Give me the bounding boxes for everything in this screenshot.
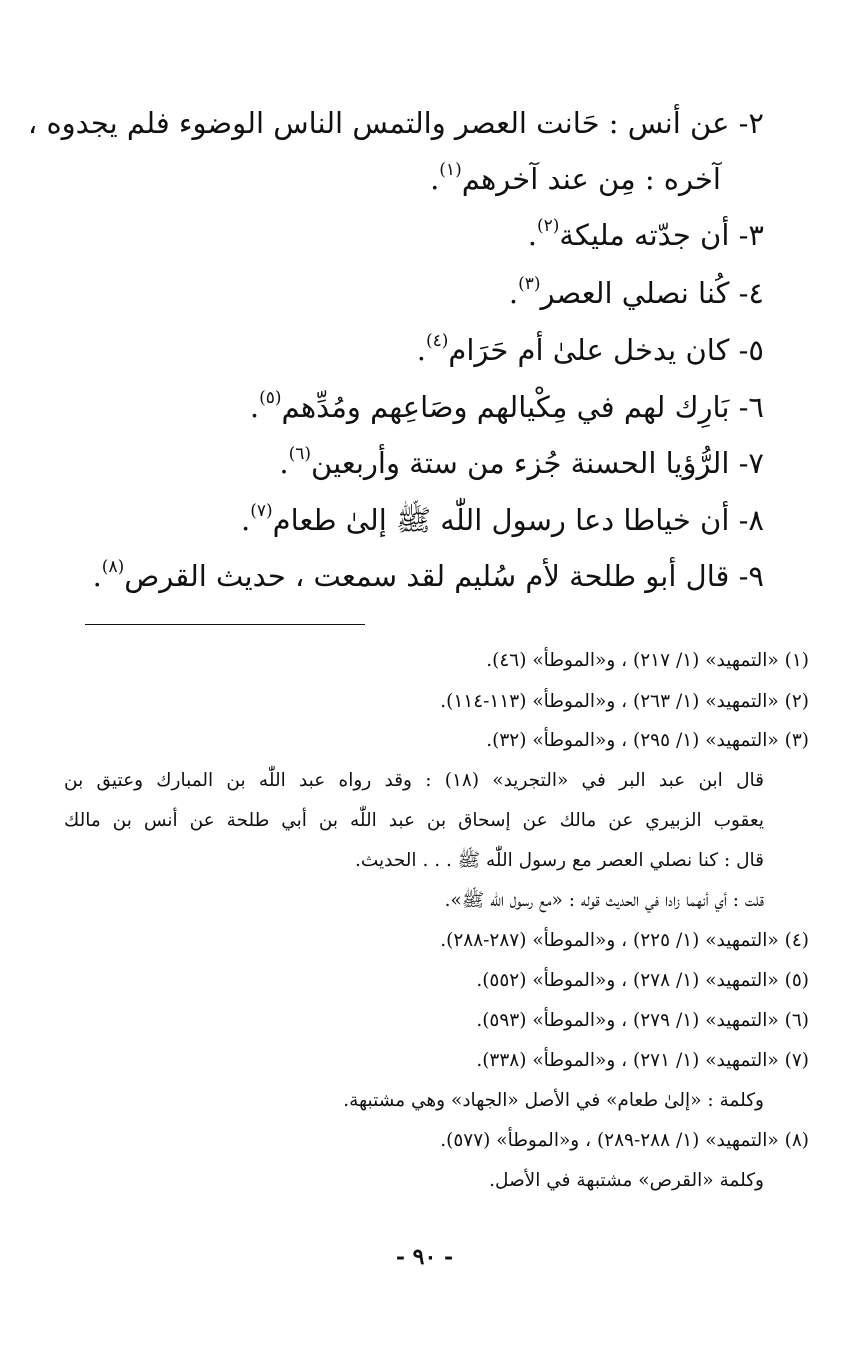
hadith-end: . <box>508 276 519 310</box>
footnote-marker[interactable]: (٤) <box>425 331 449 351</box>
footnote-line: وكلمة «القرص» مشتبهة في الأصل. <box>489 1170 764 1191</box>
hadith-line <box>241 500 764 540</box>
footnote-separator <box>85 624 365 625</box>
footnote-line: (٨) «التمهيد» (١/ ٢٨٨-٢٨٩) ، و«الموطأ» (٥٧٧). <box>440 1130 809 1151</box>
footnote-line: وكلمة : «إلىٰ طعام» في الأصل «الجهاد» وهي مشتبهة. <box>343 1090 764 1111</box>
hadith-text: ٨- أن خياطا دعا رسول اللّٰه ﷺ إلىٰ طعام <box>272 503 764 537</box>
hadith-end: . <box>279 446 289 480</box>
footnote-line: (٣) «التمهيد» (١/ ٢٩٥) ، و«الموطأ» (٣٢). <box>486 730 809 751</box>
hadith-end: . <box>416 333 426 367</box>
hadith-end: . <box>241 503 251 537</box>
footnote-marker[interactable]: (٧) <box>250 501 273 521</box>
hadith-text: ٧- الرُّؤيا الحسنة جُزء من ستة وأربعين <box>311 446 764 480</box>
hadith-text: ٩- قال أبو طلحة لأم سُليم لقد سمعت ، حديث القرص <box>124 559 764 593</box>
footnote-line: قلت : أي أنهما زادا في الحديث قوله : «مع رسول اللّٰه ﷺ». <box>444 890 764 911</box>
hadith-text: ٣- أن جدّته مليكة <box>559 218 764 252</box>
footnote-line: (٤) «التمهيد» (١/ ٢٢٥) ، و«الموطأ» (٢٨٧-٢٨٨). <box>440 930 809 951</box>
hadith-text: ٦- بَارِك لهم في مِكْيالهم وصَاعِهم ومُدِّهم <box>281 390 764 424</box>
hadith-end: . <box>249 390 260 424</box>
footnote-line: (٢) «التمهيد» (١/ ٢٦٣) ، و«الموطأ» (١١٣-١١٤). <box>440 691 809 712</box>
footnote-line: (٧) «التمهيد» (١/ ٢٧١) ، و«الموطأ» (٣٣٨). <box>476 1050 809 1071</box>
page-number: - ٩٠ - <box>395 1244 454 1270</box>
footnote-marker[interactable]: (١) <box>439 160 462 180</box>
hadith-line <box>509 273 764 313</box>
footnote-line: يعقوب الزبيري عن مالك عن إسحاق بن عبد اللّٰه بن أبي طلحة عن أنس بن مالك <box>64 810 764 831</box>
hadith-text: ٥- كان يدخل علىٰ أم حَرَام <box>448 333 764 367</box>
footnote-line: قال ابن عبد البر في «التجريد» (١٨) : وقد رواه عبد اللّٰه بن المبارك وعتيق بن <box>64 770 764 791</box>
footnote-marker[interactable]: (٨) <box>101 557 125 577</box>
footnote-marker[interactable]: (٥) <box>259 388 282 408</box>
hadith-line <box>250 387 764 427</box>
footnote-marker[interactable]: (٢) <box>536 216 560 236</box>
hadith-text: آخره : مِن عند آخرهم <box>461 162 721 196</box>
footnote-line: قال : كنا نصلي العصر مع رسول اللّٰه ﷺ . . . الحديث. <box>354 850 764 871</box>
hadith-line <box>93 556 764 596</box>
footnote-line: (١) «التمهيد» (١/ ٢١٧) ، و«الموطأ» (٤٦). <box>486 650 809 671</box>
footnote-line: (٥) «التمهيد» (١/ ٢٧٨) ، و«الموطأ» (٥٥٢). <box>476 970 809 991</box>
hadith-line <box>528 215 764 255</box>
hadith-end: . <box>92 559 102 593</box>
hadith-end: . <box>527 218 537 252</box>
footnote-marker[interactable]: (٣) <box>518 274 541 294</box>
hadith-text: ٢- عن أنس : حَانت العصر والتمس الناس الوضوء فلم يجدوه ، <box>27 106 764 140</box>
hadith-line <box>279 443 764 483</box>
hadith-line <box>417 330 764 370</box>
footnote-marker[interactable]: (٦) <box>288 444 311 464</box>
footnote-line: (٦) «التمهيد» (١/ ٢٧٩) ، و«الموطأ» (٥٩٣). <box>476 1010 809 1031</box>
hadith-text: ٤- كُنا نصلي العصر <box>540 276 764 310</box>
hadith-end: . <box>430 162 440 196</box>
hadith-line <box>430 159 721 199</box>
hadith-line <box>28 103 764 143</box>
